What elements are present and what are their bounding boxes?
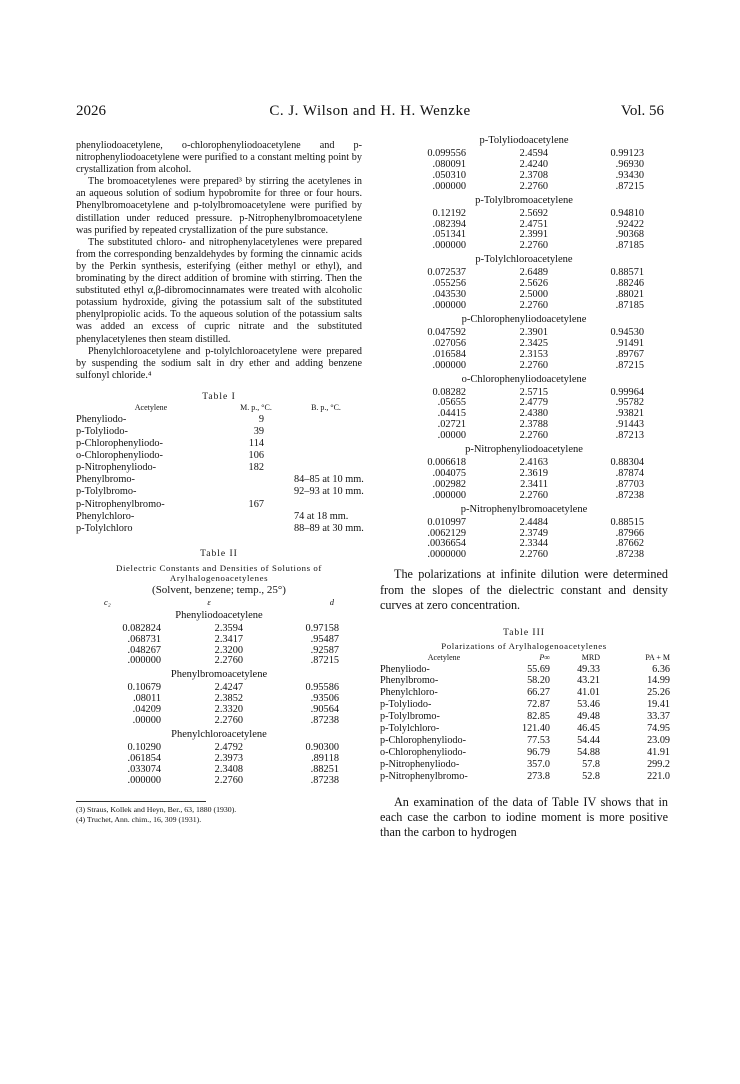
table-row — [380, 759, 670, 771]
column-header: MRD — [581, 652, 600, 662]
table-cell: 0.10679 — [127, 682, 161, 694]
table-cell: .048267 — [127, 644, 161, 656]
table-header-row — [76, 402, 366, 414]
data-table — [404, 328, 644, 372]
column-headers — [104, 597, 334, 608]
table-cell: 74.95 — [647, 723, 670, 735]
column-header: Acetylene — [134, 402, 168, 412]
table-cell: 0.08282 — [432, 386, 466, 398]
table-cell: 2.3411 — [520, 478, 548, 490]
table-cell: .87185 — [615, 240, 644, 252]
table-cell: .0000000 — [427, 549, 466, 561]
page-number: 2026 — [76, 103, 106, 119]
table-cell: 2.2760 — [214, 655, 243, 667]
table-cell: 2.2760 — [519, 240, 548, 252]
table-cell — [226, 474, 286, 486]
table-cell: .0036654 — [427, 538, 466, 550]
section-heading: p-Chlorophenyliodoacetylene — [461, 313, 587, 325]
table-row — [76, 486, 366, 498]
table-cell: .92587 — [310, 644, 339, 656]
table-cell: 2.3153 — [519, 348, 548, 360]
right-column — [380, 133, 668, 841]
table-cell: .08011 — [133, 693, 161, 705]
table-cell: 299.2 — [647, 758, 670, 770]
table-cell: p-Chlorophenyliodo- — [380, 734, 467, 746]
table-cell — [286, 450, 366, 462]
table-cell: .90564 — [310, 704, 339, 716]
table-cell: 2.4792 — [214, 741, 243, 753]
left-column — [76, 140, 362, 825]
table-cell: .04415 — [437, 408, 466, 420]
table-cell: .89118 — [311, 752, 339, 764]
table-row — [404, 301, 644, 312]
table-cell: .002982 — [432, 478, 466, 490]
table-row — [404, 518, 644, 529]
melting-boiling-table — [76, 402, 366, 535]
table-row — [380, 711, 670, 723]
table-title: Polarizations of Arylhalogenoacetylenes — [441, 640, 607, 651]
table-cell: .87238 — [615, 489, 644, 501]
table-cell: .95782 — [615, 397, 644, 409]
table-cell: .87215 — [615, 359, 644, 371]
table-cell: Phenylchloro- — [380, 687, 438, 699]
table-cell: 0.12192 — [432, 207, 466, 219]
table-cell: .87238 — [310, 774, 339, 786]
table-caption: Table II — [200, 548, 238, 559]
table-cell: .016584 — [432, 348, 466, 360]
column-header: Acetylene — [427, 652, 461, 662]
table-cell: 41.91 — [647, 746, 670, 758]
table-cell: 25.26 — [647, 687, 670, 699]
table-cell: 41.01 — [577, 687, 600, 699]
table-row — [380, 723, 670, 735]
table-row — [380, 747, 670, 759]
table-cell: p-Chlorophenyliodo- — [76, 438, 163, 450]
table-cell: p-Tolylbromo- — [76, 486, 137, 498]
table-cell: p-Nitrophenyliodo- — [380, 758, 460, 770]
table-cell: .96930 — [615, 158, 644, 170]
data-table — [99, 624, 339, 668]
table-cell: .043530 — [432, 289, 466, 301]
section-heading: Phenylbromoacetylene — [170, 669, 268, 681]
table-cell: .87966 — [615, 527, 644, 539]
table-cell: 0.082824 — [122, 622, 161, 634]
table-row — [404, 350, 644, 361]
table-cell: .055256 — [432, 278, 466, 290]
footnote: (4) Truchet, Ann. chim., 16, 309 (1931). — [76, 814, 202, 824]
table-row — [76, 511, 366, 523]
table-cell: 2.2760 — [214, 774, 243, 786]
table-cell: 14.99 — [647, 675, 670, 687]
table-cell: 2.3594 — [214, 622, 243, 634]
table-cell: 54.88 — [577, 746, 600, 758]
section-heading: p-Nitrophenylbromoacetylene — [460, 503, 588, 515]
table-cell: 74 at 18 mm. — [294, 510, 349, 522]
table-cell: 2.2760 — [519, 549, 548, 561]
table-cell: .02721 — [437, 419, 466, 431]
table-cell: .91491 — [615, 337, 644, 349]
table-cell: .95487 — [310, 633, 339, 645]
table-cell: Phenyliodo- — [76, 413, 127, 425]
table-cell: 54.44 — [577, 734, 600, 746]
table-cell: 2.5692 — [519, 207, 548, 219]
table-cell: 0.047592 — [427, 326, 466, 338]
table-cell: 182 — [248, 462, 264, 474]
table-cell: p-Tolylbromo- — [380, 711, 440, 723]
table-cell: .91443 — [615, 419, 644, 431]
paragraph: An examination of the data of Table IV shows that in each case the carbon to iodine moment is more positive than the carbon to hydrogen — [380, 794, 668, 840]
table-row — [76, 499, 366, 511]
table-cell — [226, 511, 286, 523]
table-cell: .0062129 — [427, 527, 466, 539]
table-row — [404, 491, 644, 502]
table-cell: .90368 — [615, 229, 644, 241]
table-cell: .93506 — [310, 693, 339, 705]
table-cell: Phenyliodo- — [380, 663, 430, 675]
table-cell: 2.3991 — [519, 229, 548, 241]
table-cell: .000000 — [432, 489, 466, 501]
table-cell: 2.3200 — [214, 644, 243, 656]
table-cell: 2.4380 — [519, 408, 548, 420]
table-cell: .068731 — [127, 633, 161, 645]
table-row — [99, 635, 339, 646]
table-cell: .88021 — [615, 289, 644, 301]
table-title: Arylhalogenoacetylenes — [169, 572, 269, 583]
table-row — [380, 735, 670, 747]
table-cell: 55.69 — [527, 663, 550, 675]
table-cell: .000000 — [432, 359, 466, 371]
table-cell: 0.10290 — [127, 741, 161, 753]
table-cell: 0.99964 — [610, 386, 644, 398]
column-header: P∞ — [539, 652, 550, 662]
data-table — [404, 458, 644, 502]
table-cell: 2.3788 — [519, 419, 548, 431]
table-cell: 9 — [258, 413, 264, 425]
data-table — [99, 683, 339, 727]
paragraph: The polarizations at infinite dilution were determined from the slopes of the dielectric constant and density curves at zero concentration. — [380, 567, 668, 613]
table-cell: 88–89 at 30 mm. — [294, 522, 364, 534]
column-header: d — [329, 596, 334, 607]
table-cell: .061854 — [127, 752, 161, 764]
table-cell: p-Tolylchloro- — [380, 723, 440, 735]
table-cell: p-Nitrophenyliodo- — [76, 462, 157, 474]
table-cell: .89767 — [615, 348, 644, 360]
table-cell: 0.099556 — [427, 148, 466, 159]
table-cell: .000000 — [127, 774, 161, 786]
paragraph: The bromoacetylenes were prepared³ by stirring the acetylenes in an aqueous solution of sodium hypobromite for three or four hours. Phenylbromoacetylene and p-tolylbromoacetylene were purified by distillation under reduced pressure. p-Nitrophenylbromoacetylene was purified by repeated crystallization of the pure substance. — [76, 176, 362, 236]
table-cell: 2.5626 — [519, 278, 548, 290]
table-cell: 2.4240 — [519, 158, 548, 170]
table-cell: .000000 — [432, 180, 466, 192]
table-cell: 82.85 — [527, 711, 550, 723]
table-cell: 2.2760 — [519, 359, 548, 371]
table-cell: 2.3708 — [519, 169, 548, 181]
table-cell: .92422 — [615, 218, 644, 230]
table-cell: .000000 — [432, 299, 466, 311]
table-cell: 2.4594 — [519, 148, 548, 159]
table-cell: .004075 — [432, 467, 466, 479]
table-cell: .00000 — [132, 715, 161, 727]
table-cell: 121.40 — [521, 723, 550, 735]
table-cell: .00000 — [437, 430, 466, 442]
table-cell: 2.2760 — [519, 489, 548, 501]
table-row — [404, 182, 644, 193]
table-cell: 72.87 — [527, 699, 550, 711]
table-cell: .93821 — [615, 408, 644, 420]
table-cell: o-Chlorophenyliodo- — [76, 450, 163, 462]
table-cell — [286, 499, 366, 511]
footnote-rule — [76, 801, 206, 802]
page-header — [76, 103, 664, 123]
table-cell: 0.95586 — [305, 682, 339, 694]
table-cell: 19.41 — [647, 699, 670, 711]
table-cell: 43.21 — [577, 675, 600, 687]
table-title: Dielectric Constants and Densities of Solutions of — [116, 562, 322, 573]
table-cell: 106 — [248, 450, 264, 462]
table-cell: 0.006618 — [427, 457, 466, 469]
data-table — [99, 743, 339, 787]
table-row — [404, 209, 644, 220]
table-cell: .027056 — [432, 337, 466, 349]
table-cell: 2.4779 — [519, 397, 548, 409]
table-cell: 92–93 at 10 mm. — [294, 486, 364, 498]
table-row — [99, 716, 339, 727]
polarization-table — [380, 651, 670, 783]
table-row — [380, 699, 670, 711]
table-cell: 0.88515 — [610, 516, 644, 528]
table-cell: .033074 — [127, 763, 161, 775]
table-cell: p-Tolyliodo- — [380, 699, 432, 711]
table-cell: 2.3320 — [214, 704, 243, 716]
table-header-row — [380, 651, 670, 664]
table-cell: 53.46 — [577, 699, 600, 711]
table-cell: .051341 — [432, 229, 466, 241]
table-row — [380, 675, 670, 687]
table-row — [404, 550, 644, 561]
table-cell: .87662 — [615, 538, 644, 550]
column-header: B. p., °C. — [311, 402, 341, 412]
section-heading: Phenylchloroacetylene — [171, 728, 267, 740]
table-cell: 0.97158 — [305, 622, 339, 634]
table-cell: 2.3425 — [519, 337, 548, 349]
table-cell: 2.5000 — [519, 289, 548, 301]
table-cell: 0.90300 — [305, 741, 339, 753]
table-cell: 0.88304 — [610, 457, 644, 469]
table-cell: .87703 — [615, 478, 644, 490]
table-cell: 2.3417 — [214, 633, 243, 645]
table-cell: .080091 — [432, 158, 466, 170]
table-row — [76, 414, 366, 426]
table-cell: 0.88571 — [610, 267, 644, 279]
table-cell: 49.48 — [577, 711, 600, 723]
table-cell — [286, 426, 366, 438]
data-table — [404, 149, 644, 193]
table-cell: .87238 — [615, 549, 644, 561]
table-cell: 33.37 — [647, 711, 670, 723]
table-cell: .87185 — [615, 299, 644, 311]
table-cell: Phenylbromo- — [380, 675, 439, 687]
column-header: PA + M — [645, 652, 670, 662]
table-cell: 66.27 — [527, 687, 550, 699]
table-cell: .87213 — [615, 430, 644, 442]
table-cell: 0.94810 — [610, 207, 644, 219]
table-row — [99, 624, 339, 635]
table-cell: 221.0 — [647, 770, 670, 782]
volume-label: Vol. 56 — [620, 103, 664, 119]
table-cell: 52.8 — [582, 770, 600, 782]
table-row — [76, 450, 366, 462]
table-row — [76, 426, 366, 438]
table-cell: 2.4163 — [519, 457, 548, 469]
table-cell: 2.6489 — [519, 267, 548, 279]
table-cell: .87238 — [310, 715, 339, 727]
table-cell: 2.2760 — [519, 299, 548, 311]
table-cell — [286, 414, 366, 426]
table-cell: p-Nitrophenylbromo- — [76, 498, 165, 510]
table-cell: 0.94530 — [610, 326, 644, 338]
table-row — [76, 523, 366, 535]
data-table — [404, 268, 644, 312]
table-cell: 2.3852 — [214, 693, 243, 705]
table-row — [76, 474, 366, 486]
table-cell: 2.4484 — [519, 516, 548, 528]
table-cell: 6.36 — [652, 663, 670, 675]
table-cell: 57.8 — [582, 758, 600, 770]
table-cell: .04209 — [132, 704, 161, 716]
table-cell: .87215 — [615, 180, 644, 192]
table-cell: p-Tolyliodo- — [76, 425, 128, 437]
table-cell: .88251 — [310, 763, 339, 775]
section-heading: p-Tolylchloroacetylene — [475, 254, 573, 266]
table-cell: 2.2760 — [214, 715, 243, 727]
running-title: C. J. Wilson and H. H. Wenzke — [269, 103, 471, 119]
table-row — [99, 776, 339, 787]
table-row — [380, 687, 670, 699]
data-table — [404, 518, 644, 562]
table-cell: 58.20 — [527, 675, 550, 687]
table-cell: 0.99123 — [610, 148, 644, 159]
table-cell — [286, 438, 366, 450]
section-heading: o-Chlorophenyliodoacetylene — [461, 373, 587, 385]
table-cell: 2.3408 — [214, 763, 243, 775]
table-cell: 2.3619 — [519, 467, 548, 479]
table-caption: Table I — [202, 391, 236, 402]
section-heading: p-Nitrophenyliodoacetylene — [465, 444, 583, 456]
section-heading: p-Tolyliodoacetylene — [479, 135, 569, 146]
table-row — [99, 656, 339, 667]
table-row — [380, 771, 670, 783]
table-cell: 167 — [248, 498, 264, 510]
table-cell: .05655 — [437, 397, 466, 409]
table-row — [76, 438, 366, 450]
table-cell: 2.3749 — [519, 527, 548, 539]
table-cell: 114 — [248, 438, 264, 450]
data-table — [404, 388, 644, 443]
table-cell: 39 — [253, 425, 264, 437]
paragraph: The substituted chloro- and nitrophenylacetylenes were prepared from the corresponding benzaldehydes by forming the cinnamic acids by the Perkin synthesis, esterifying (either methyl or ethyl), and brominating by the direct addition of bromine with stirring. Then the substituted ethyl α,β-dibromocinnamates were treated with alcoholic potassium hydroxide, giving the potassium salt of the substituted phenylpropiolic acids. To the aqueous solution of the potassium salts was added an excess of cupric nitrate and the substituted phenylacetylenes then steam distilled. — [76, 236, 362, 345]
table-cell: 23.09 — [647, 734, 670, 746]
table-cell: 0.072537 — [427, 267, 466, 279]
table-cell: p-Tolylchloro — [76, 522, 133, 534]
table-cell: .87215 — [310, 655, 339, 667]
table-row — [404, 361, 644, 372]
table-cell: 77.53 — [527, 734, 550, 746]
table-cell: 2.4247 — [214, 682, 243, 694]
table-cell: 2.3901 — [519, 326, 548, 338]
data-table — [404, 209, 644, 253]
table-cell: 273.8 — [527, 770, 550, 782]
table-cell: 2.4751 — [519, 218, 548, 230]
table-cell: 2.3344 — [519, 538, 548, 550]
table-cell: 2.5715 — [519, 386, 548, 398]
table-row — [380, 664, 670, 676]
table-cell — [226, 523, 286, 535]
table-cell: 357.0 — [527, 758, 550, 770]
table-row — [404, 241, 644, 252]
table-cell: o-Chlorophenyliodo- — [380, 746, 467, 758]
table-cell — [226, 486, 286, 498]
table-cell: 46.45 — [577, 723, 600, 735]
paragraph: Phenylchloroacetylene and p-tolylchloroacetylene were prepared by suspending the sodium salt in dry ether and adding benzene sulfonyl chloride.⁴ — [76, 345, 362, 381]
table-cell: 49.33 — [577, 663, 600, 675]
table-cell: 2.2760 — [519, 430, 548, 442]
table-caption: Table III — [503, 627, 545, 638]
column-header: M. p., °C. — [240, 402, 272, 412]
section-heading: Phenyliodoacetylene — [175, 609, 263, 621]
table-cell: .082394 — [432, 218, 466, 230]
table-cell: .88246 — [615, 278, 644, 290]
table-cell: Phenylbromo- — [76, 474, 135, 486]
column-header: c₂ — [104, 596, 111, 607]
table-cell: .050310 — [432, 169, 466, 181]
table-cell: 0.010997 — [427, 516, 466, 528]
table-cell: Phenylchloro- — [76, 510, 135, 522]
table-cell: 2.3973 — [214, 752, 243, 764]
footnote: (3) Straus, Kollek and Heyn, Ber., 63, 1880 (1930). — [76, 804, 237, 814]
table-cell: .000000 — [127, 655, 161, 667]
table-cell: 84–85 at 10 mm. — [294, 474, 364, 486]
table-cell: .87874 — [615, 467, 644, 479]
table-row — [404, 431, 644, 442]
table-cell: p-Nitrophenylbromo- — [380, 770, 468, 782]
table-cell: 2.2760 — [519, 180, 548, 192]
column-header: ε — [207, 596, 211, 607]
table-subtitle: (Solvent, benzene; temp., 25°) — [152, 583, 286, 596]
table-cell: .000000 — [432, 240, 466, 252]
table-cell: 96.79 — [527, 746, 550, 758]
table-row — [76, 462, 366, 474]
paragraph: phenyliodoacetylene, o-chlorophenyliodoacetylene and p-nitrophenyliodoacetylene were purified to a constant melting point by crystallization from alcohol. — [76, 140, 362, 176]
table-cell — [286, 462, 366, 474]
section-heading: p-Tolylbromoacetylene — [475, 194, 573, 206]
table-cell: .93430 — [615, 169, 644, 181]
